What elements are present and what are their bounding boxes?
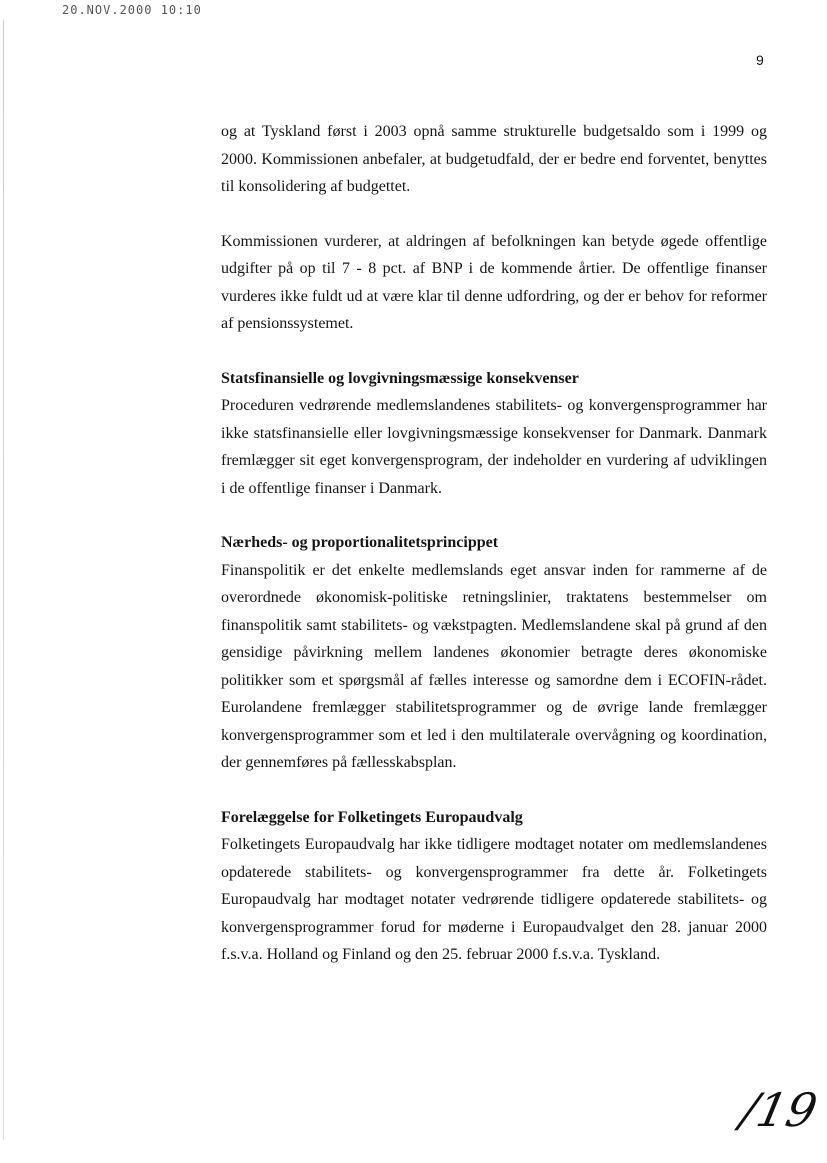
section-fiscal-consequences	[221, 365, 767, 503]
section-subsidiarity	[221, 529, 767, 777]
section-body: Finanspolitik er det enkelte medlemslands eget ansvar inden for rammerne af de overordnede økonomisk-politiske retningslinier, traktatens bestemmelser om finanspolitik samt stabilitets- og vækstpagten. Medlemslandene skal på grund af den gensidige påvirkning mellem landenes økonomier betragte deres økonomiske politikker som et spørgsmål af fælles interesse og samordne dem i ECOFIN-rådet. Eurolandene fremlægger stabilitetsprogrammer og de øvrige lande fremlægger konvergensprogrammer som et led i den multilaterale overvågning og koordination, der gennemføres på fællesskabsplan.	[221, 561, 767, 771]
section-body: Folketingets Europaudvalg har ikke tidligere modtaget notater om medlemslandenes opdaterede stabilitets- og konvergensprogrammer fra dette år. Folketingets Europaudvalg har modtaget notater vedrørende tidligere opdaterede stabilitets- og konvergensprogrammer forud for møderne i Europaudvalget den 28. januar 2000 f.s.v.a. Holland og Finland og den 25. februar 2000 f.s.v.a. Tyskland.	[221, 836, 767, 963]
handwritten-page-mark: /19	[736, 1083, 822, 1137]
scan-margin-line	[3, 20, 4, 1140]
section-body: Proceduren vedrørende medlemslandenes stabilitets- og konvergensprogrammer har ikke statsfinansielle eller lovgivningsmæssige konsekvenser for Danmark. Danmark fremlægger sit eget konvergensprogram, der indeholder en vurdering af udviklingen i de offentlige finanser i Danmark.	[221, 397, 767, 497]
section-european-committee	[221, 804, 767, 969]
page-number: 9	[756, 52, 764, 68]
section-heading: Forelæggelse for Folketingets Europaudvalg	[221, 808, 523, 826]
paragraph-aging: Kommissionen vurderer, at aldringen af befolkningen kan betyde øgede offentlige udgifter på op til 7 - 8 pct. af BNP i de kommende årtier. De offentlige finanser vurderes ikke fuldt ud at være klar til denne udfordring, og der er behov for reformer af pensionssystemet.	[221, 232, 767, 332]
fax-header-timestamp: 20.NOV.2000 10:10	[62, 3, 202, 17]
paragraph-intro: og at Tyskland først i 2003 opnå samme strukturelle budgetsaldo som i 1999 og 2000. Kommissionen anbefaler, at budgetudfald, der er bedre end forventet, benyttes til konsolidering af budgettet.	[221, 123, 767, 195]
section-heading: Statsfinansielle og lovgivningsmæssige konsekvenser	[221, 369, 579, 387]
document-body	[221, 118, 767, 996]
section-heading: Nærheds- og proportionalitetsprincippet	[221, 534, 499, 551]
